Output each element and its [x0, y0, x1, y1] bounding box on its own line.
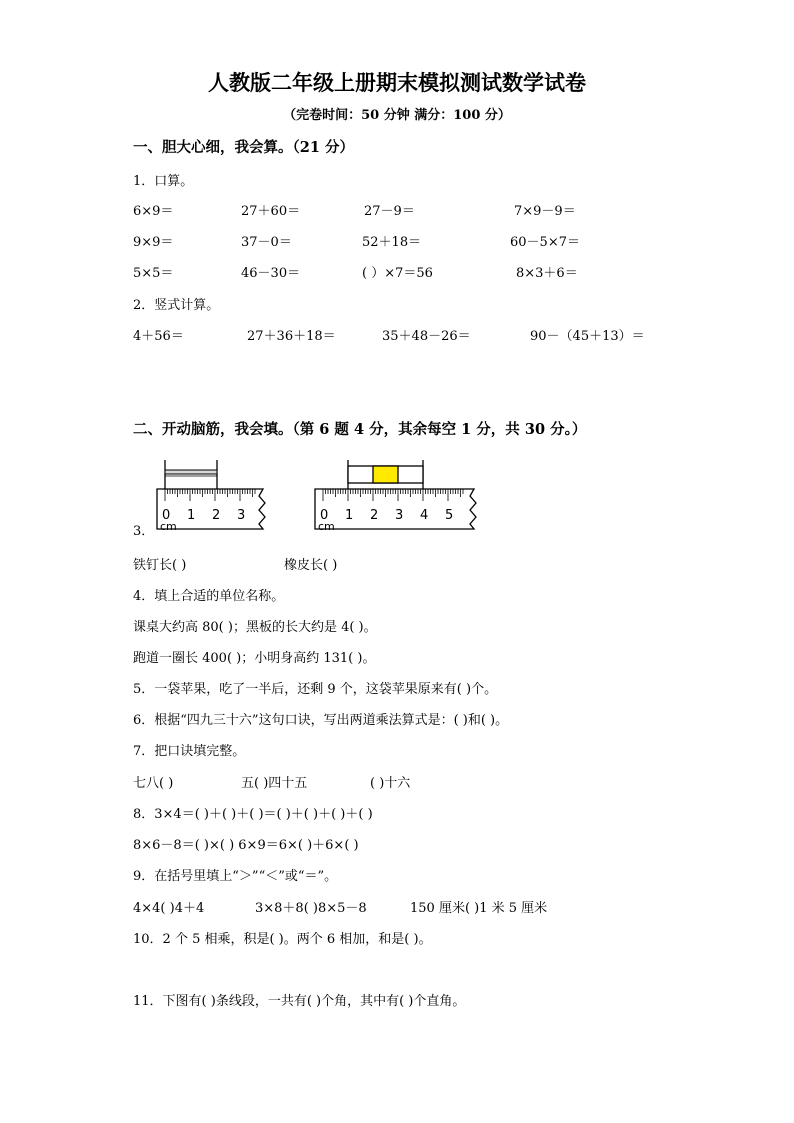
vertical-item: 4＋56＝: [133, 329, 184, 344]
ruler-tick-label: 5: [445, 508, 454, 523]
page-title: 人教版二年级上册期末模拟测试数学试卷: [208, 70, 586, 95]
q4-line: 课桌大约高 80( )；黑板的长大约是 4( )。: [133, 620, 377, 635]
q2-label: 2．竖式计算。: [133, 298, 220, 313]
vertical-item: 90－（45＋13）＝: [530, 329, 645, 344]
oral-item: 8×3＋6＝: [516, 266, 578, 281]
q8-line: 8×6－8＝( )×( ) 6×9＝6×( )＋6×( ): [133, 838, 359, 853]
oral-item: 27－9＝: [364, 204, 415, 219]
ruler-figure-nail: [153, 456, 277, 532]
ruler-tick-label: 1: [345, 508, 354, 523]
ruler-tick-label: 4: [420, 508, 429, 523]
oral-item: 37－0＝: [241, 235, 292, 250]
q7-label: 7．把口诀填完整。: [133, 744, 246, 759]
oral-item: 52＋18＝: [362, 235, 422, 250]
oral-item: ( ）×7＝56: [362, 266, 433, 281]
ruler-tick-label: 1: [187, 508, 196, 523]
vertical-item: 27＋36＋18＝: [247, 329, 336, 344]
ruler-tick-label: 2: [370, 508, 379, 523]
q9-item: 3×8＋8( )8×5－8: [255, 901, 367, 916]
q4-label: 4．填上合适的单位名称。: [133, 589, 285, 604]
ruler-tick-label: 0: [162, 508, 171, 523]
q9-item: 150 厘米( )1 米 5 厘米: [410, 901, 548, 916]
ruler-unit-label: cm: [318, 520, 335, 532]
q7-item: 五( )四十五: [241, 776, 308, 791]
ruler-tick-label: 2: [212, 508, 221, 523]
oral-item: 6×9＝: [133, 204, 174, 219]
nail-shape: [165, 460, 217, 489]
q9-label: 9．在括号里填上“＞”“＜”或“＝”。: [133, 869, 338, 884]
q3-answer-nail: 铁钉长( ): [133, 558, 187, 573]
oral-item: 46－30＝: [241, 266, 301, 281]
q7-item: ( )十六: [370, 776, 411, 791]
q6: 6．根据“四九三十六”这句口诀，写出两道乘法算式是：( )和( )。: [133, 713, 509, 728]
ruler-tick-label: 3: [237, 508, 246, 523]
q5: 5．一袋苹果，吃了一半后，还剩 9 个，这袋苹果原来有( )个。: [133, 682, 498, 697]
oral-item: 5×5＝: [133, 266, 174, 281]
oral-item: 27＋60＝: [241, 204, 301, 219]
ruler-tick-label: 3: [395, 508, 404, 523]
eraser-shape: [348, 460, 423, 489]
q1-label: 1．口算。: [133, 174, 194, 189]
q3-answer-eraser: 橡皮长( ): [284, 558, 338, 573]
q3-label: 3．: [133, 524, 155, 539]
q7-item: 七八( ): [133, 776, 174, 791]
q9-item: 4×4( )4＋4: [133, 901, 205, 916]
vertical-item: 35＋48－26＝: [382, 329, 471, 344]
ruler-tick-label: 0: [320, 508, 329, 523]
q10: 10．2 个 5 相乘，积是( )。两个 6 相加，和是( )。: [133, 932, 432, 947]
ruler-figure-eraser: [312, 456, 488, 532]
q11: 11．下图有( )条线段，一共有( )个角，其中有( )个直角。: [133, 994, 466, 1009]
oral-item: 9×9＝: [133, 235, 174, 250]
ruler-unit-label: cm: [160, 520, 177, 532]
page-subtitle: （完卷时间：50 分钟 满分：100 分）: [283, 108, 511, 123]
q8-line: 8．3×4＝( )＋( )＋( )＝( )＋( )＋( )＋( ): [133, 807, 373, 822]
section2-heading: 二、开动脑筋，我会填。（第 6 题 4 分，其余每空 1 分，共 30 分。）: [133, 421, 587, 438]
section1-heading: 一、胆大心细，我会算。（21 分）: [133, 139, 354, 156]
oral-item: 7×9－9＝: [514, 204, 576, 219]
oral-item: 60－5×7＝: [510, 235, 580, 250]
q4-line: 跑道一圈长 400( )；小明身高约 131( )。: [133, 651, 376, 666]
